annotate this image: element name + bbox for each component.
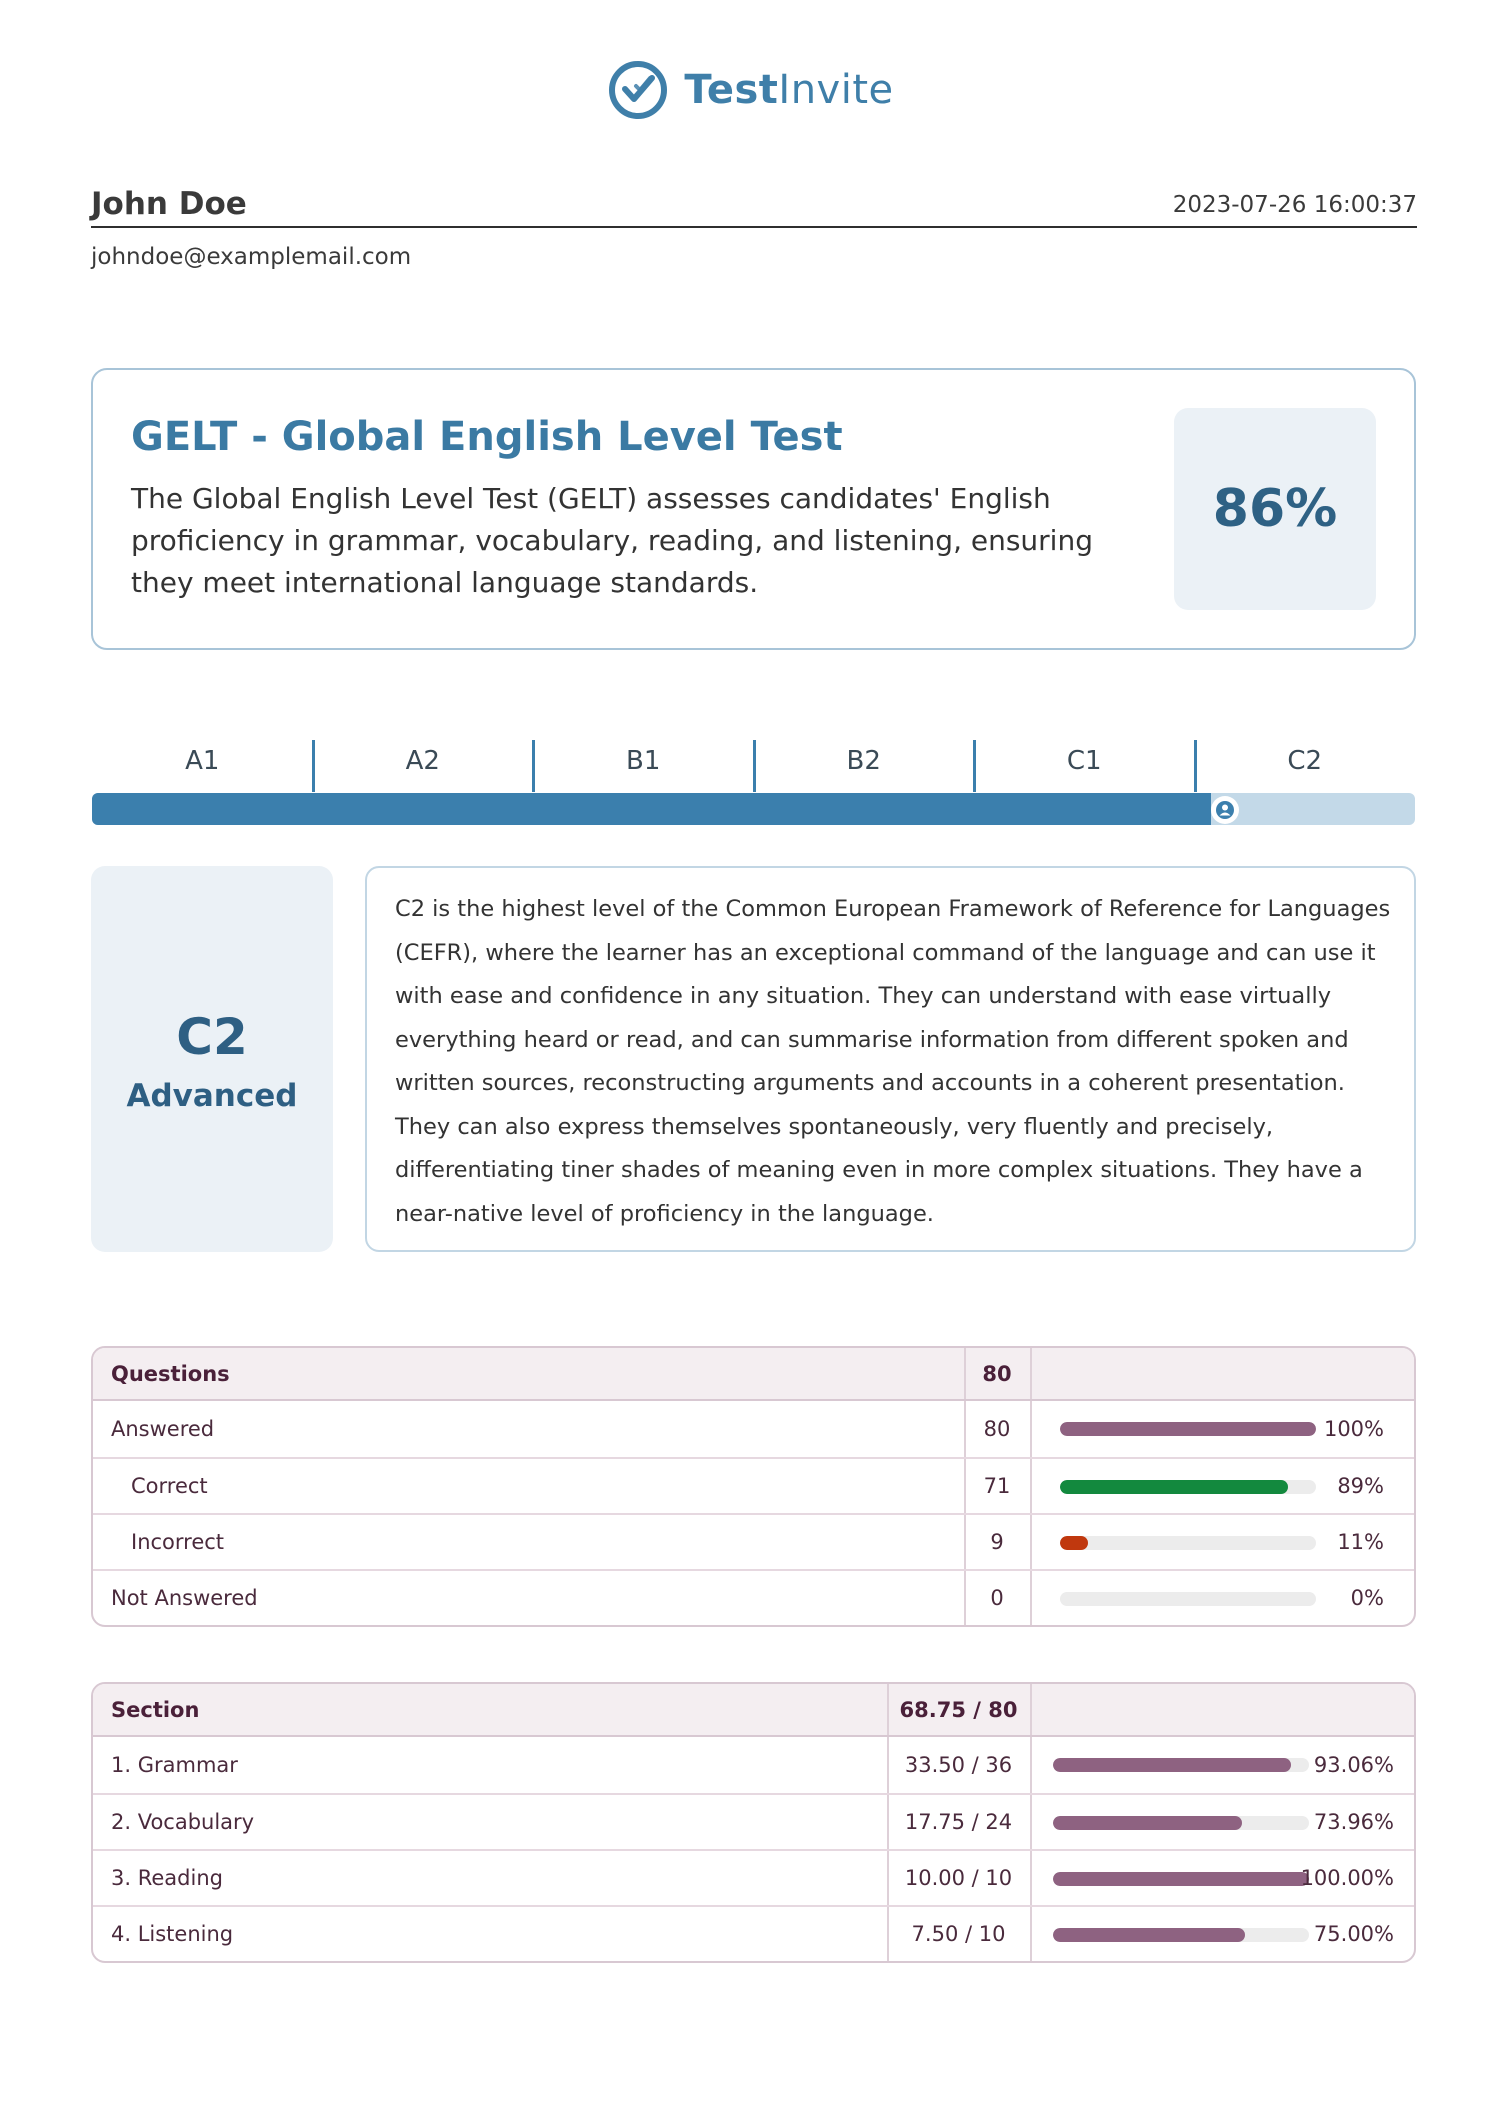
table-row — [93, 1905, 1414, 1961]
scale-level-c1: C1 — [1066, 746, 1102, 776]
brand-name-bold: Test — [684, 67, 779, 113]
row-value: 80 — [983, 1417, 1011, 1441]
test-summary-card — [91, 368, 1416, 650]
row-percent: 100% — [1323, 1417, 1384, 1441]
scale-fill — [92, 793, 1211, 825]
table-row — [93, 1569, 1414, 1625]
scale-level-a2: A2 — [405, 746, 440, 776]
cefr-level-scale — [92, 738, 1415, 826]
brand-name-light: Invite — [778, 67, 894, 113]
progress-bar-fill — [1053, 1928, 1245, 1942]
scale-divider — [753, 740, 756, 792]
level-code: C2 — [176, 1008, 248, 1066]
column-divider — [1030, 1851, 1032, 1905]
test-datetime: 2023-07-26 16:00:37 — [1172, 192, 1417, 218]
test-title: GELT - Global English Level Test — [131, 414, 843, 460]
row-value: 10.00 / 10 — [904, 1866, 1013, 1890]
row-value: 7.50 / 10 — [911, 1922, 1006, 1946]
level-description: C2 is the highest level of the Common European Framework of Reference for Languages (CEFR), where the learner has an exceptional command of the language and can use it with ease and confidence in any situation. They can understand with ease virtually everything heard or read, and can summarise information from different spoken and written sources, reconstructing arguments and accounts in a coherent presentation. They can also express themselves spontaneously, very fluently and precisely, differentiating tiner shades of meaning even in more complex situations. They have a near-native level of proficiency in the language. — [395, 896, 1391, 1227]
row-value: 0 — [990, 1586, 1004, 1610]
progress-bar-fill — [1060, 1480, 1288, 1494]
scale-level-c2: C2 — [1287, 746, 1323, 776]
row-label: 1. Grammar — [111, 1753, 238, 1777]
progress-bar-fill — [1060, 1536, 1088, 1550]
scale-divider — [532, 740, 535, 792]
scale-divider — [1194, 740, 1197, 792]
test-description: The Global English Level Test (GELT) assesses candidates' English proficiency in grammar, vocabulary, reading, and listening, ensuring they meet international language standards. — [131, 482, 1093, 599]
progress-bar — [1053, 1816, 1309, 1830]
column-divider — [1030, 1348, 1032, 1399]
row-label: 3. Reading — [111, 1866, 223, 1890]
scale-level-a1: A1 — [185, 746, 220, 776]
progress-bar — [1053, 1758, 1309, 1772]
column-divider — [1030, 1401, 1032, 1457]
overall-score: 86% — [1212, 479, 1338, 539]
row-value: 9 — [990, 1530, 1004, 1554]
table-header-row — [93, 1348, 1414, 1401]
header-total: 80 — [982, 1361, 1012, 1386]
row-label: Not Answered — [111, 1586, 258, 1610]
row-value: 71 — [983, 1474, 1011, 1498]
candidate-name: John Doe — [91, 186, 247, 222]
header-label: Section — [111, 1697, 200, 1722]
header-total: 68.75 / 80 — [899, 1697, 1018, 1722]
level-name: Advanced — [126, 1078, 298, 1114]
column-divider — [1030, 1684, 1032, 1735]
row-percent: 100.00% — [1300, 1866, 1394, 1890]
scale-divider — [973, 740, 976, 792]
row-percent: 0% — [1350, 1586, 1384, 1610]
row-percent: 73.96% — [1313, 1810, 1394, 1834]
row-percent: 93.06% — [1313, 1753, 1394, 1777]
progress-bar-fill — [1053, 1872, 1309, 1886]
row-percent: 11% — [1337, 1530, 1384, 1554]
column-divider — [1030, 1737, 1032, 1793]
row-label: Answered — [111, 1417, 215, 1441]
column-divider — [1030, 1571, 1032, 1625]
table-header-row — [93, 1684, 1414, 1737]
progress-bar — [1053, 1928, 1309, 1942]
scale-level-b2: B2 — [846, 746, 881, 776]
table-row — [93, 1793, 1414, 1849]
column-divider — [1030, 1795, 1032, 1849]
row-percent: 75.00% — [1313, 1922, 1394, 1946]
progress-bar — [1053, 1872, 1309, 1886]
row-value: 17.75 / 24 — [904, 1810, 1013, 1834]
scale-level-b1: B1 — [626, 746, 661, 776]
table-row — [93, 1457, 1414, 1513]
header-divider — [91, 226, 1417, 228]
row-label: Correct — [131, 1474, 208, 1498]
table-row — [93, 1737, 1414, 1793]
questions-table — [91, 1346, 1416, 1627]
candidate-email: johndoe@examplemail.com — [91, 244, 412, 270]
column-divider — [1030, 1907, 1032, 1961]
row-label: 4. Listening — [111, 1922, 234, 1946]
column-divider — [1030, 1459, 1032, 1513]
column-divider — [1030, 1515, 1032, 1569]
header-label: Questions — [111, 1361, 230, 1386]
row-value: 33.50 / 36 — [904, 1753, 1013, 1777]
brand-name — [684, 67, 893, 113]
scale-divider — [312, 740, 315, 792]
row-label: Incorrect — [131, 1530, 225, 1554]
user-icon — [1211, 796, 1239, 824]
check-circle-icon — [606, 58, 670, 122]
progress-bar-fill — [1053, 1816, 1242, 1830]
brand-logo — [0, 58, 1500, 122]
row-label: 2. Vocabulary — [111, 1810, 255, 1834]
row-percent: 89% — [1337, 1474, 1384, 1498]
level-badge — [91, 866, 333, 1252]
level-description-card — [365, 866, 1416, 1252]
progress-bar-fill — [1053, 1758, 1291, 1772]
table-row — [93, 1513, 1414, 1569]
sections-table — [91, 1682, 1416, 1963]
score-box — [1174, 408, 1376, 610]
table-row — [93, 1401, 1414, 1457]
table-row — [93, 1849, 1414, 1905]
